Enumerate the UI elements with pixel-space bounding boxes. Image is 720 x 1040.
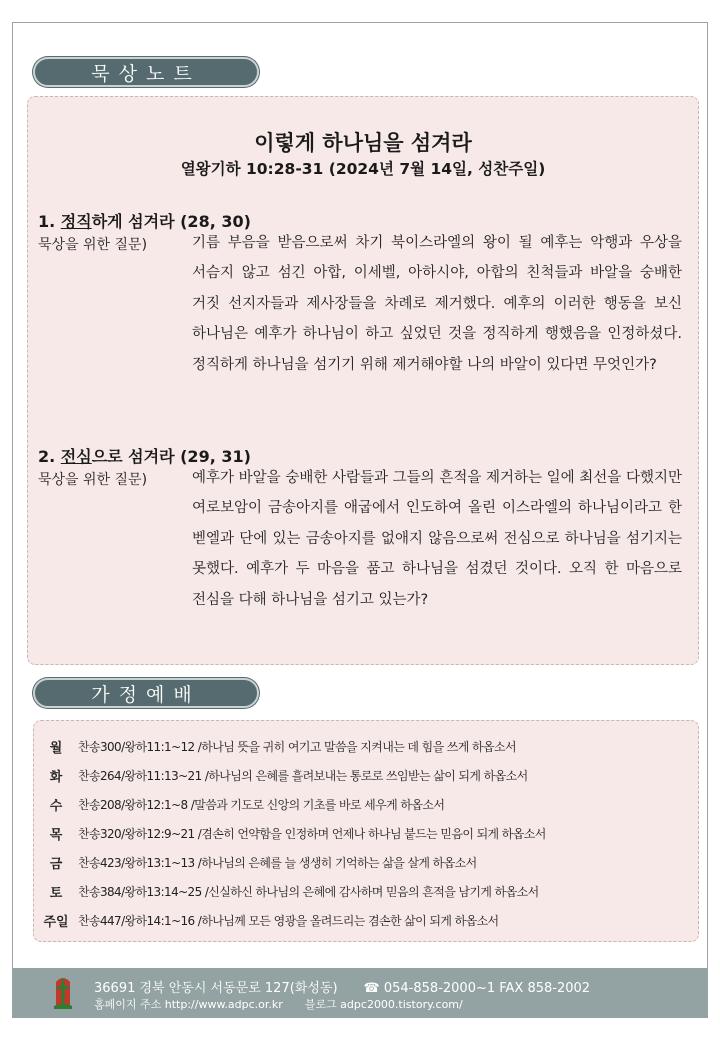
section-1-question-label: 묵상을 위한 질문)	[38, 237, 148, 253]
worship-row	[34, 735, 516, 757]
church-logo-icon	[52, 976, 74, 1010]
section-1-heading-rest: 하게 섬겨라 (28, 30)	[91, 212, 251, 231]
worship-day: 토	[49, 885, 63, 901]
worship-day: 주일	[43, 914, 69, 930]
worship-text: 찬송264/왕하11:13~21 /하나님의 은혜를 흘려보내는 통로로 쓰임받는 삶이 되게 하옵소서	[78, 768, 528, 783]
footer-web-line	[94, 996, 463, 1012]
worship-day: 월	[49, 740, 63, 756]
worship-row	[34, 822, 546, 844]
worship-day: 목	[49, 827, 63, 843]
worship-text: 찬송423/왕하13:1~13 /하나님의 은혜를 늘 생생히 기억하는 삶을 살게 하옵소서	[78, 855, 477, 870]
worship-text: 찬송208/왕하12:1~8 /말씀과 기도로 신앙의 기초를 바로 세우게 하옵소서	[78, 797, 445, 812]
meditation-box	[27, 96, 699, 665]
worship-text: 찬송384/왕하13:14~25 /신실하신 하나님의 은혜에 감사하며 믿음의 흔적을 남기게 하옵소서	[78, 884, 539, 899]
worship-section-label: 가정예배	[33, 678, 259, 708]
worship-row	[34, 793, 444, 815]
section-2-question-label: 묵상을 위한 질문)	[38, 472, 148, 488]
worship-day: 수	[49, 798, 63, 814]
worship-box	[33, 720, 699, 942]
section-2-number: 2.	[38, 447, 61, 466]
meditation-section-label: 묵상노트	[33, 57, 259, 87]
section-2-keyword: 전심	[60, 447, 92, 466]
section-2-heading-rest: 으로 섬겨라 (29, 31)	[91, 447, 251, 466]
worship-row	[34, 909, 499, 931]
footer-blog-link[interactable]: 블로그 adpc2000.tistory.com/	[304, 998, 463, 1011]
worship-text: 찬송300/왕하11:1~12 /하나님 뜻을 귀히 여기고 말씀을 지켜내는 데 힘을 쓰게 하옵소서	[78, 739, 516, 754]
section-1-question-body: 기름 부음을 받음으로써 차기 북이스라엘의 왕이 될 예후는 악행과 우상을 서슴지 않고 섬긴 아합, 이세벨, 아하시야, 아합의 친척들과 바알을 숭배한 거짓 선지자들과 제사장들을 차례로 제거했다. 예후의 이러한 행동을 보신 하나님은 예후가 하나님이 하고 싶었던 것을 정직하게 행했음을 인정하셨다. 정직하게 하나님을 섬기기 위해 제거해야할 나의 바알이 있다면 무엇인가?	[192, 235, 682, 373]
worship-text: 찬송320/왕하12:9~21 /겸손히 언약함을 인정하며 언제나 하나님 붙드는 믿음이 되게 하옵소서	[78, 826, 546, 841]
section-1-keyword: 정직	[60, 212, 92, 231]
sermon-subtitle: 열왕기하 10:28-31 (2024년 7월 14일, 성찬주일)	[180, 160, 546, 178]
worship-day: 화	[49, 769, 63, 785]
footer-homepage-link[interactable]: 홈페이지 주소 http://www.adpc.or.kr	[94, 998, 283, 1011]
sermon-title: 이렇게 하나님을 섬겨라	[254, 131, 472, 155]
worship-row	[34, 851, 477, 873]
worship-row	[34, 764, 528, 786]
worship-day: 금	[49, 856, 63, 872]
section-1-number: 1.	[38, 212, 61, 231]
worship-row	[34, 880, 539, 902]
worship-text: 찬송447/왕하14:1~16 /하나님께 모든 영광을 올려드리는 겸손한 삶이 되게 하옵소서	[78, 913, 499, 928]
footer-phone: ☎ 054-858-2000~1 FAX 858-2002	[363, 981, 591, 996]
footer-contact-line	[94, 977, 590, 996]
footer-address: 36691 경북 안동시 서동문로 127(화성동)	[94, 981, 338, 996]
section-2-question-body: 예후가 바알을 숭배한 사람들과 그들의 흔적을 제거하는 일에 최선을 다했지만 여로보암이 금송아지를 애굽에서 인도하여 올린 이스라엘의 하나님이라고 한 벧엘과 단에 있는 금송아지를 없애지 않음으로써 전심으로 하나님을 섬기지는 못했다. 예후가 두 마음을 품고 하나님을 섬겼던 것이다. 오직 한 마음으로 전심을 다해 하나님을 섬기고 있는가?	[192, 470, 682, 608]
footer-bar	[12, 968, 708, 1018]
